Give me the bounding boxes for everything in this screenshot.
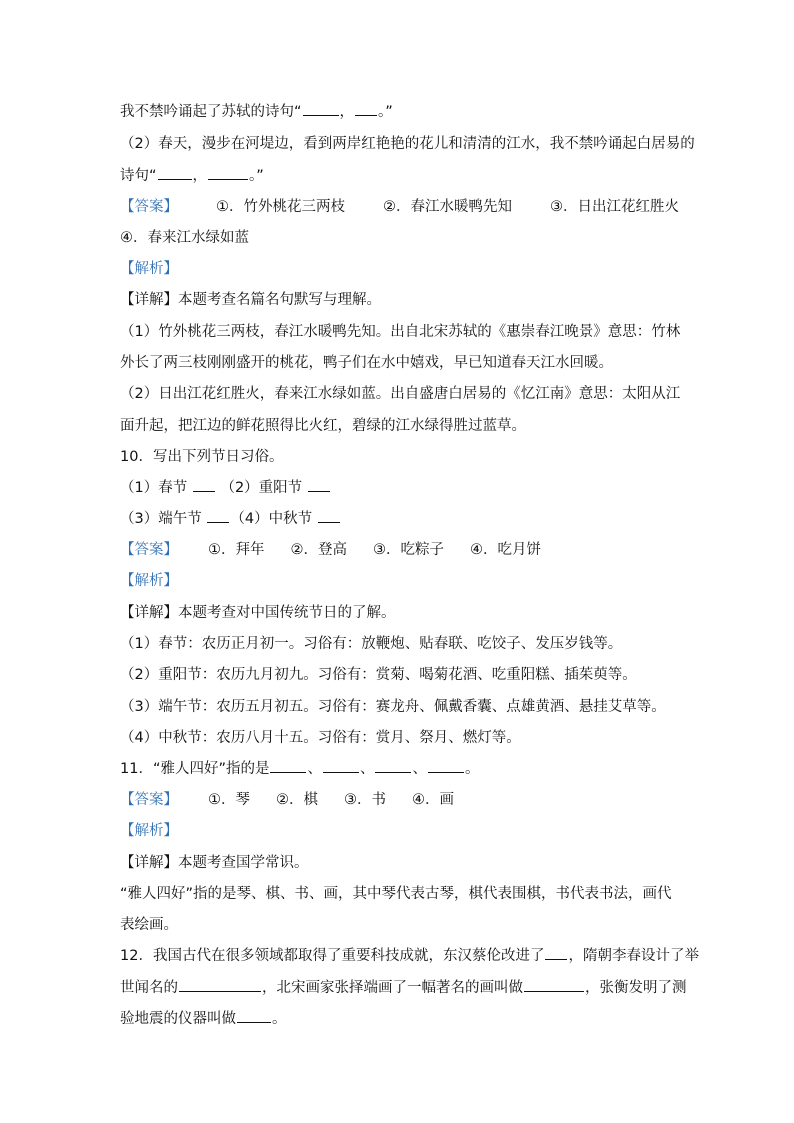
answer-blank — [270, 759, 306, 773]
text-line: 验地震的仪器叫做 。 — [120, 1011, 287, 1027]
detail-line: 【详解】本题考查名篇名句默写与理解。 — [120, 292, 381, 308]
detail-line: 【详解】本题考查对中国传统节日的了解。 — [120, 605, 396, 621]
analysis-tag: 【解析】 — [120, 261, 178, 277]
text-line: 面升起，把江边的鲜花照得比火红，碧绿的江水绿得胜过蓝草。 — [120, 418, 526, 434]
detail-line: 【详解】本题考查国学常识。 — [120, 855, 309, 871]
text-line: 世闻名的 ，北宋画家张择端画了一幅著名的画叫做 ，张衡发明了测 — [120, 980, 687, 996]
answer-blank — [323, 759, 359, 773]
text-line: 外长了两三枝刚刚盛开的桃花，鸭子们在水中嬉戏，早已知道春天江水回暖。 — [120, 355, 613, 371]
text-line: 我不禁吟诵起了苏轼的诗句“ ， 。” — [120, 104, 393, 120]
answer-blank — [237, 1009, 271, 1023]
question-11: 11．“雅人四好”指的是 、 、 、 。 — [120, 761, 480, 777]
answer-tag: 【答案】 — [120, 792, 178, 808]
text-line: （2）日出江花红胜火，春来江水绿如蓝。出自盛唐白居易的《忆江南》意思：太阳从江 — [120, 386, 681, 402]
answer-blank — [303, 102, 339, 116]
text-line: （4）中秋节：农历八月十五。习俗有：赏月、祭月、燃灯等。 — [120, 730, 521, 746]
text-line: （1）春节 （2）重阳节 — [120, 478, 680, 498]
answer-blank — [207, 509, 229, 523]
question-10: 10．写出下列节日习俗。 — [120, 449, 284, 465]
text-line: 诗句“ ， 。” — [120, 168, 264, 184]
answer-blank — [208, 166, 248, 180]
answer-blank — [193, 478, 215, 492]
text-line: （1）竹外桃花三两枝，春江水暖鸭先知。出自北宋苏轼的《惠崇春江晚景》意思：竹林 — [120, 324, 681, 340]
answer-line: 【答案】 ①．琴 ②．棋 ③．书 ④．画 — [120, 792, 454, 808]
answer-blank — [308, 478, 330, 492]
answer-blank — [375, 759, 411, 773]
answer-blank — [158, 166, 192, 180]
analysis-tag: 【解析】 — [120, 823, 178, 839]
text-line: （2）春天，漫步在河堤边，看到两岸红艳艳的花儿和清清的江水，我不禁吟诵起白居易的 — [120, 136, 695, 152]
answer-line: 【答案】 ①．竹外桃花三两枝 ②．春江水暖鸭先知 ③．日出江花红胜火 — [120, 199, 679, 215]
text-line: 表绘画。 — [120, 917, 178, 933]
answer-blank — [355, 102, 377, 116]
text-line: （2）重阳节：农历九月初九。习俗有：赏菊、喝菊花酒、吃重阳糕、插茱萸等。 — [120, 667, 637, 683]
answer-tag: 【答案】 — [120, 199, 178, 215]
answer-line: ④．春来江水绿如蓝 — [120, 230, 249, 246]
text-line: （1）春节：农历正月初一。习俗有：放鞭炮、贴春联、吃饺子、发压岁钱等。 — [120, 636, 623, 652]
text-line: “雅人四好”指的是琴、棋、书、画，其中琴代表古琴，棋代表围棋，书代表书法，画代 — [120, 886, 672, 902]
answer-line: 【答案】 ①．拜年 ②．登高 ③．吃粽子 ④．吃月饼 — [120, 542, 541, 558]
answer-blank — [179, 978, 261, 992]
text-line: （3）端午节 （4）中秋节 — [120, 509, 680, 529]
answer-tag: 【答案】 — [120, 542, 178, 558]
question-12: 12．我国古代在很多领域都取得了重要科技成就，东汉蔡伦改进了 ，隋朝李春设计了举 — [120, 948, 699, 964]
answer-blank — [318, 509, 340, 523]
answer-blank — [428, 759, 464, 773]
answer-blank — [524, 978, 584, 992]
text-line: （3）端午节：农历五月初五。习俗有：赛龙舟、佩戴香囊、点雄黄酒、悬挂艾草等。 — [120, 699, 666, 715]
analysis-tag: 【解析】 — [120, 573, 178, 589]
answer-blank — [545, 946, 567, 960]
